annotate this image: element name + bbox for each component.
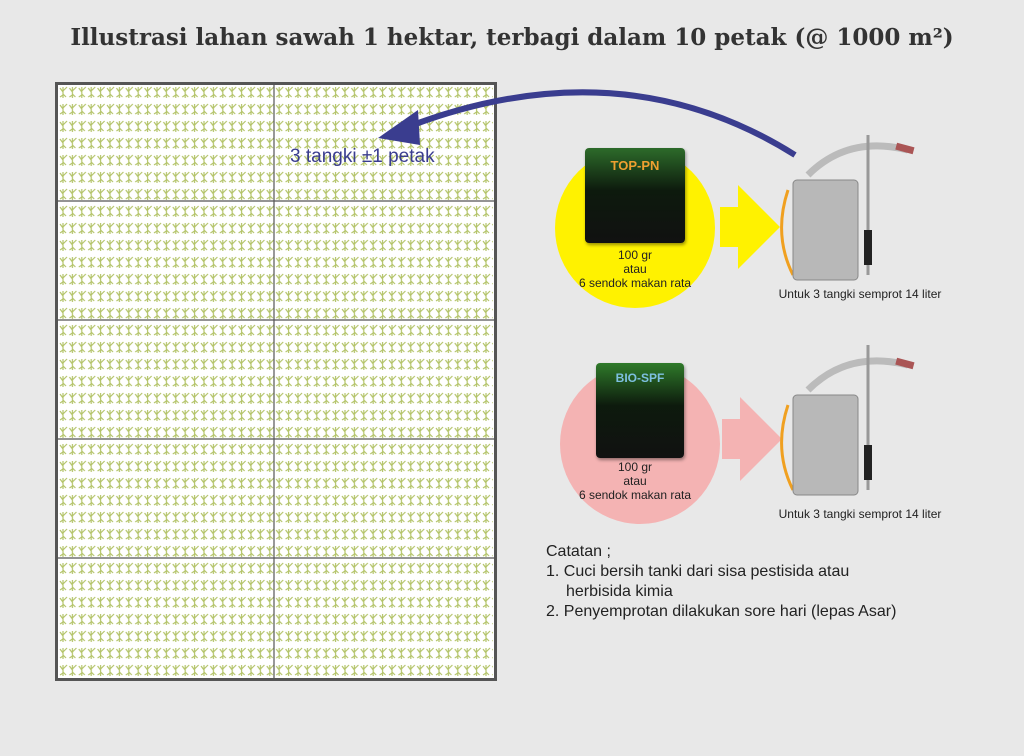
sprayer-icon (778, 135, 918, 285)
note-2: 2. Penyemprotan dilakukan sore hari (lepas Asar) (546, 603, 897, 620)
notes (546, 542, 896, 622)
page-title: Illustrasi lahan sawah 1 hektar, terbagi dalam 10 petak (@ 1000 m²) (70, 24, 954, 51)
product-packet-top-pn: TOP-PN (585, 148, 685, 243)
note-1-cont: herbisida kimia (566, 583, 673, 600)
sprayer-caption-2: Untuk 3 tangki semprot 14 liter (778, 507, 942, 521)
product-packet-bio-spf: BIO-SPF (596, 363, 684, 458)
arrow-head-icon (378, 110, 420, 145)
field-annotation: 3 tangki ±1 petak (290, 146, 435, 167)
dose-label-1: 100 gr atau 6 sendok makan rata (578, 248, 692, 290)
sprayer-caption-1: Untuk 3 tangki semprot 14 liter (778, 287, 942, 301)
dose-label-2: 100 gr atau 6 sendok makan rata (578, 460, 692, 502)
note-1: 1. Cuci bersih tanki dari sisa pestisida atau (546, 563, 850, 580)
notes-heading: Catatan ; (546, 543, 611, 560)
sprayer-icon (778, 345, 918, 500)
